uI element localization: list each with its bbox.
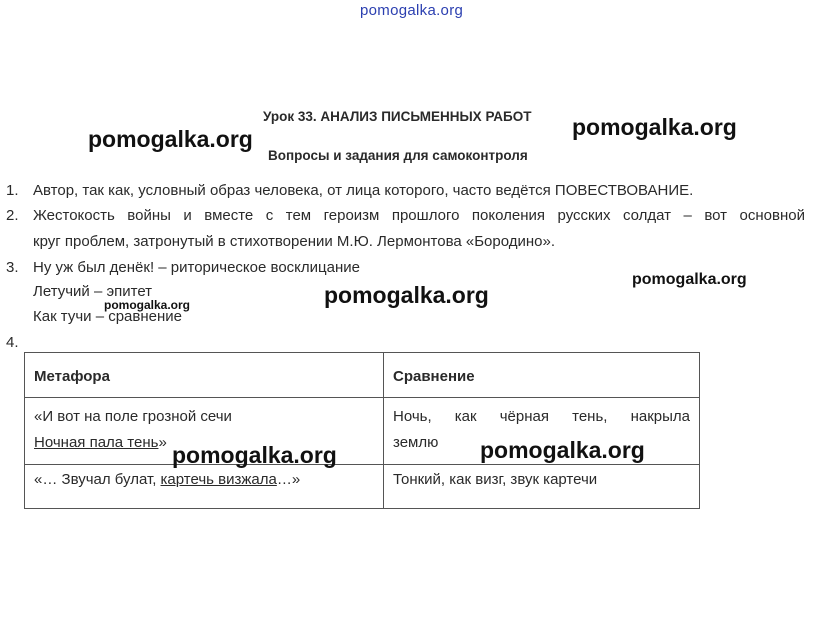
comparison-line: землю <box>393 434 439 451</box>
top-watermark: pomogalka.org <box>360 2 464 19</box>
watermark: pomogalka.org <box>572 114 737 140</box>
watermark: pomogalka.org <box>632 271 747 288</box>
table-row <box>25 465 700 509</box>
lesson-title: Урок 33. АНАЛИЗ ПИСЬМЕННЫХ РАБОТ <box>263 109 532 124</box>
metaphor-end: » <box>158 434 167 451</box>
column-header-comparison: Сравнение <box>384 353 700 398</box>
metaphor-end: …» <box>276 471 301 488</box>
answer-text: Как тучи – сравнение <box>33 308 183 325</box>
watermark: pomogalka.org <box>172 442 337 468</box>
answer-text: Автор, так как, условный образ человека, от лица которого, часто ведётся ПОВЕСТВОВАНИЕ. <box>33 182 694 199</box>
answer-number: 4. <box>6 334 19 351</box>
watermark: pomogalka.org <box>480 437 645 463</box>
metaphor-underlined: Ночная пала тень <box>34 434 159 451</box>
metaphor-comparison-table <box>24 352 700 509</box>
metaphor-line: «И вот на поле грозной сечи <box>34 408 232 425</box>
answer-number: 1. <box>6 182 19 199</box>
comparison-line: Ночь, как чёрная тень, накрыла <box>393 408 690 425</box>
answer-number: 2. <box>6 207 19 224</box>
answer-text: Ну уж был денёк! – риторическое восклицание <box>33 259 360 276</box>
column-header-metaphor: Метафора <box>25 353 384 398</box>
watermark: pomogalka.org <box>324 282 489 308</box>
metaphor-underlined: картечь визжала <box>160 471 277 488</box>
table-header-row <box>25 353 700 398</box>
answer-number: 3. <box>6 259 19 276</box>
watermark: pomogalka.org <box>88 126 253 152</box>
watermark: pomogalka.org <box>104 298 191 312</box>
answer-text: Жестокость войны и вместе с тем героизм прошлого поколения русских солдат – вот основной <box>33 207 805 224</box>
answer-text: Летучий – эпитет <box>33 283 153 300</box>
comparison-cell: Тонкий, как визг, звук картечи <box>384 465 700 509</box>
lesson-subtitle: Вопросы и задания для самоконтроля <box>268 148 528 163</box>
metaphor-start: «… Звучал булат, <box>34 471 161 488</box>
metaphor-cell <box>25 465 384 509</box>
answer-text: круг проблем, затронутый в стихотворении М.Ю. Лермонтова «Бородино». <box>33 233 556 250</box>
